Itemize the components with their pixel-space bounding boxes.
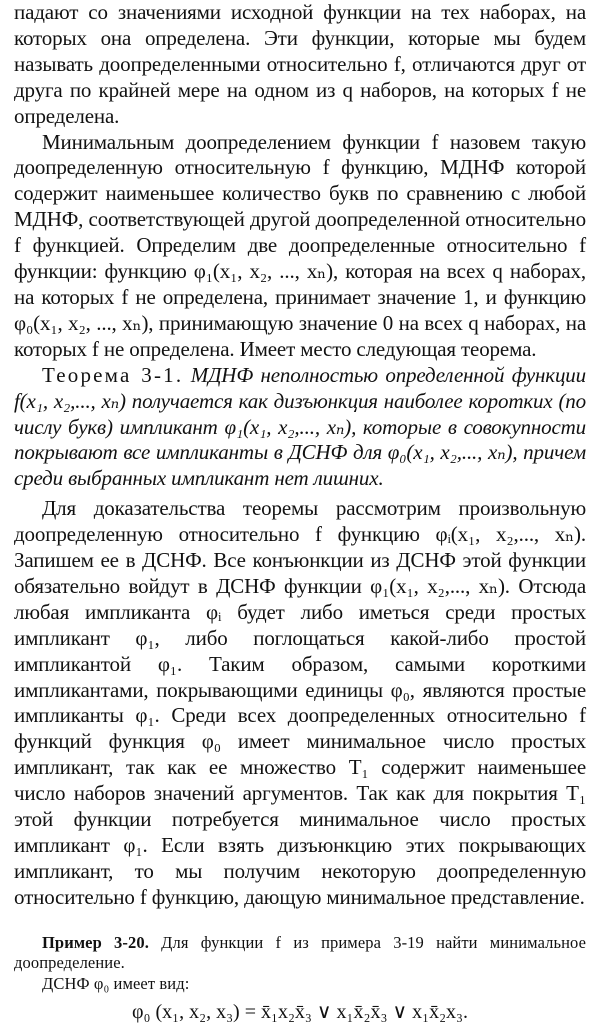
paragraph-minimal-definition: Минимальным доопределением функции f назовем такую доопределенную относительную f функцию, МДНФ которой содержит наименьшее количество букв по сравнению с любой МДНФ, соответствующей другой доопределенной относительно f функцией. Определим две доопределенные относительно f функции: функцию φ₁(x₁, x₂, ..., xₙ), которая на всех q наборах, на которых f не определена, принимает значение 1, и функцию φ₀(x₁, x₂, ..., xₙ), принимающую значение 0 на всех q наборах, на которых f не определена. Имеет место следующая теорема. <box>14 129 586 361</box>
theorem-3-1 <box>14 363 586 493</box>
dsnf-formula: φ₀ (x₁, x₂, x₃) = x̄₁x₂x̄₃ ∨ x₁x̄₂x̄₃ ∨ x₁x̄₂x₃. <box>131 1001 469 1024</box>
paragraph-continuation: падают со значениями исходной функции на тех наборах, на которых она определена. Эти функции, которые мы будем называть доопределенными относительно f, отличаются друг от друга по крайней мере на одном из q наборов, на которых f не определена. <box>14 0 586 128</box>
paragraph-proof: Для доказательства теоремы рассмотрим произвольную доопределенную относительно f функцию φᵢ(x₁, x₂,..., xₙ). Запишем ее в ДСНФ. Все конъюнкции из ДСНФ этой функции обязательно войдут в ДСНФ функции φ₁(x₁, x₂,..., xₙ). Отсюда любая импликанта φᵢ будет либо иметься среди простых импликант φ₁, либо поглощаться какой-либо простой импликантой φ₁. Таким образом, самыми короткими импликантами, покрывающими единицы φ₀, являются простые импликанты φ₁. Среди всех доопределенных относительно f функций функция φ₀ имеет минимальное число простых импликант, так как ее множество T₁ содержит наименьшее число наборов значений аргументов. Так как для покрытия T₁ этой функции потребуется минимальное число простых импликант φ₁. Если взять дизъюнкцию этих покрывающих импликант, то мы получим некоторую доопределенную относительно f функцию, дающую минимальное представление. <box>14 496 586 909</box>
example-text: Для функции f из примера 3-19 найти минимальное доопределение. <box>14 932 586 973</box>
book-page <box>14 0 586 1026</box>
example-label: Пример 3-20. <box>42 932 149 952</box>
example-dsnf-line: ДСНФ φ₀ имеет вид: <box>42 973 190 993</box>
example-3-20 <box>14 933 586 1026</box>
theorem-label: Теорема 3-1. <box>42 362 184 387</box>
example-statement <box>14 933 586 974</box>
theorem-statement: МДНФ неполностью определенной функции f(x₁, x₂,..., xₙ) получается как дизъюнкция наиболее коротких (по числу букв) импликант φ₁(x₁, x₂,..., xₙ), которые в совокупности покрывают все импликанты в ДСНФ для φ₀(x₁, x₂,..., xₙ), причем среди выбранных импликант нет лишних. <box>14 362 586 491</box>
